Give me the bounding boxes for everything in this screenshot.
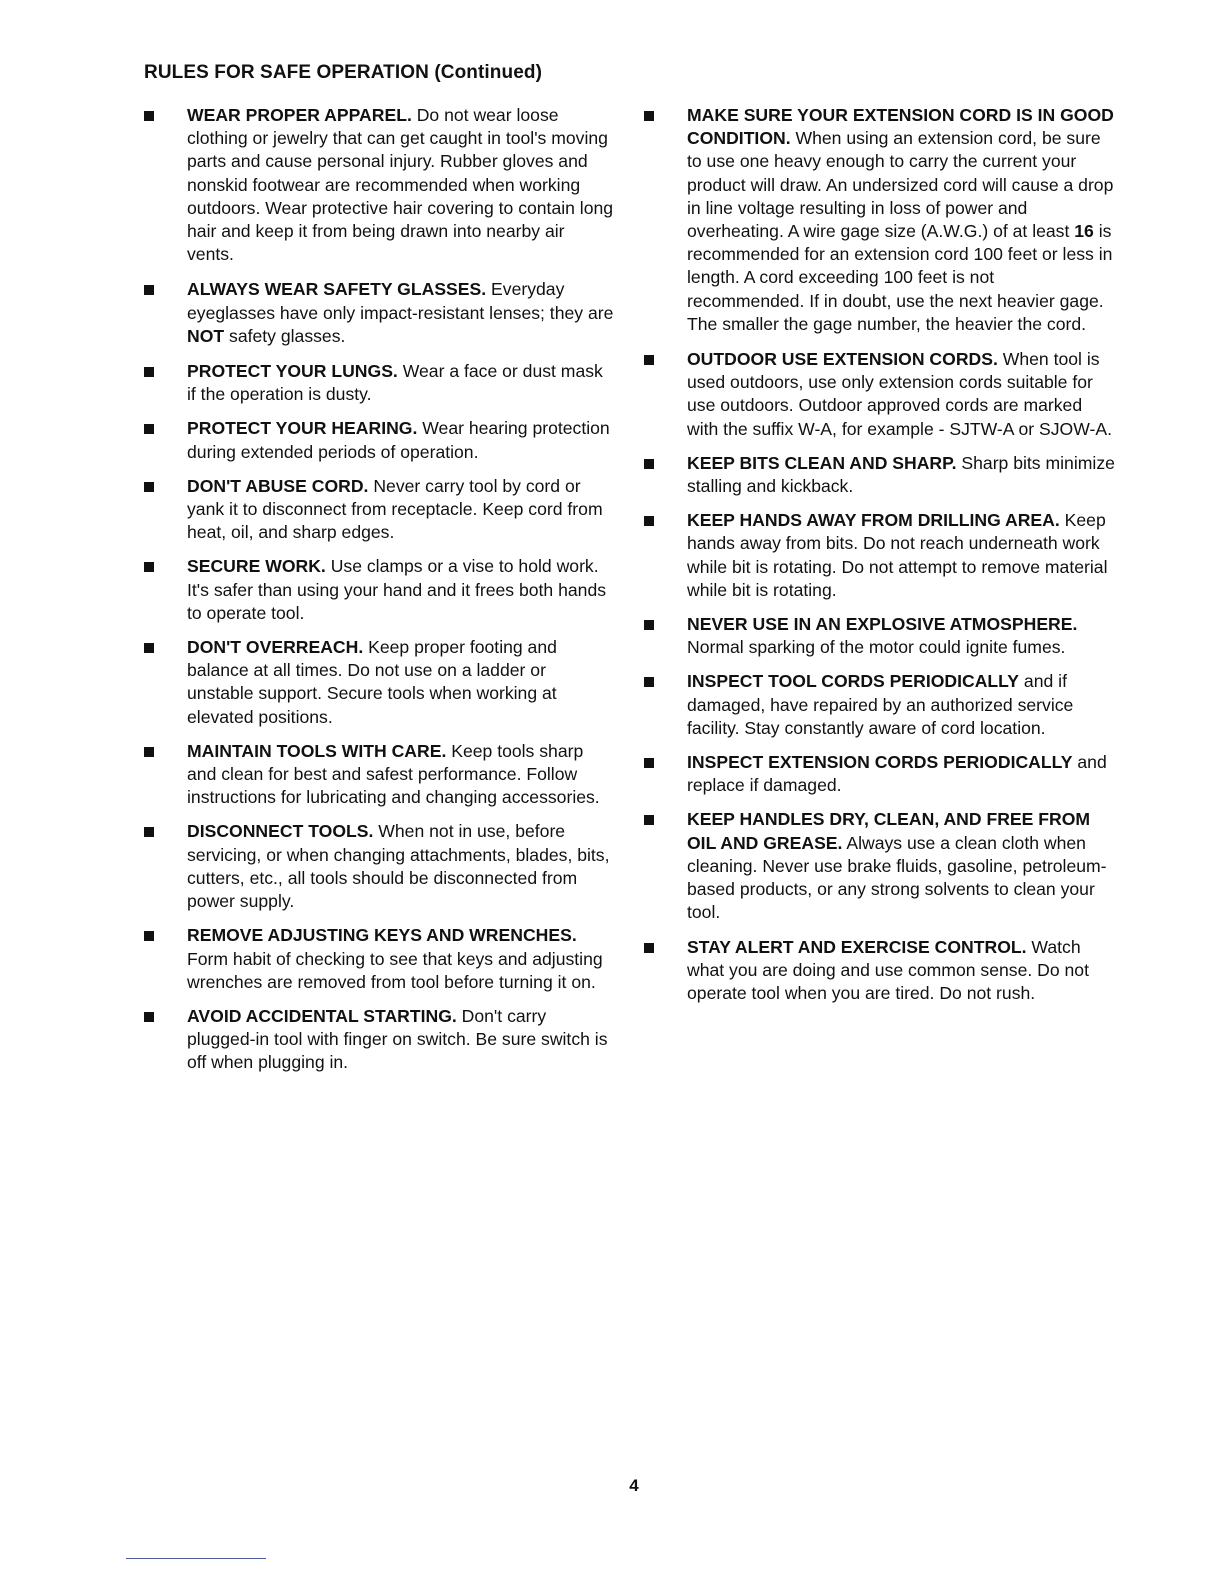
square-bullet-icon xyxy=(144,424,154,434)
square-bullet-icon xyxy=(644,620,654,630)
rule-text: Never carry tool by cord or yank it to disconnect from receptacle. Keep cord from heat, oil, and sharp edges. xyxy=(187,475,603,543)
rule-title: PROTECT YOUR HEARING. xyxy=(187,418,418,439)
square-bullet-icon xyxy=(144,827,154,837)
rule-text: and if damaged, have repaired by an authorized service facility. Stay constantly aware of cord location. xyxy=(687,671,1074,738)
rule-text: Keep proper footing and balance at all times. Do not use on a ladder or unstable support. Secure tools when working at elevated positions. xyxy=(187,637,557,727)
rule-text: Form habit of checking to see that keys and adjusting wrenches are removed from tool before turning it on. xyxy=(187,948,603,992)
square-bullet-icon xyxy=(144,285,154,295)
square-bullet-icon xyxy=(144,482,154,492)
rule-text: When using an extension cord, be sure to use one heavy enough to carry the current your product will draw. An undersized cord will cause a drop in line voltage resulting in loss of power and overheating. A wire gage size (A.W.G.) of at least xyxy=(687,128,1114,242)
left-column xyxy=(144,104,616,1075)
rule-secure-work xyxy=(144,555,616,625)
rule-title: KEEP HANDS AWAY FROM DRILLING AREA. xyxy=(687,510,1060,531)
square-bullet-icon xyxy=(644,677,654,687)
rule-text: Sharp bits minimize stalling and kickback. xyxy=(687,452,1115,497)
square-bullet-icon xyxy=(644,111,654,121)
rule-text: Wear hearing protection during extended periods of operation. xyxy=(187,418,610,462)
rule-text: and replace if damaged. xyxy=(687,752,1107,796)
rule-explosive-atmosphere xyxy=(644,613,1116,659)
rule-title: OUTDOOR USE EXTENSION CORDS. xyxy=(687,349,998,370)
rule-outdoor-extension-cords xyxy=(644,348,1116,441)
rule-inspect-extension-cords xyxy=(644,751,1116,797)
rule-text: Everyday eyeglasses have only impact-resistant lenses; they are xyxy=(187,279,614,323)
square-bullet-icon xyxy=(144,931,154,941)
rule-text: Normal sparking of the motor could ignite fumes. xyxy=(687,637,1066,658)
rule-title: PROTECT YOUR LUNGS. xyxy=(187,361,398,382)
rule-remove-adjusting-keys xyxy=(144,924,616,994)
rule-protect-lungs xyxy=(144,360,616,406)
square-bullet-icon xyxy=(644,355,654,365)
rule-title: ALWAYS WEAR SAFETY GLASSES. xyxy=(187,279,487,300)
rule-text: Use clamps or a vise to hold work. It's safer than using your hand and it frees both hands to operate tool. xyxy=(187,556,607,623)
rule-inspect-tool-cords xyxy=(644,670,1116,740)
rule-title: STAY ALERT AND EXERCISE CONTROL. xyxy=(687,936,1027,957)
page-number: 4 xyxy=(629,1476,639,1495)
square-bullet-icon xyxy=(644,516,654,526)
rule-text-continued: is recommended for an extension cord 100 feet or less in length. A cord exceeding 100 feet is not recommended. If in doubt, use the next heavier gage. The smaller the gage number, the heavier the cord. xyxy=(687,221,1113,334)
rule-text: Keep hands away from bits. Do not reach underneath work while bit is rotating. Do not attempt to remove material while bit is rotating. xyxy=(687,510,1108,600)
square-bullet-icon xyxy=(644,758,654,768)
rule-extension-cord-condition xyxy=(644,104,1116,336)
rule-safety-glasses xyxy=(144,278,616,348)
rule-title: REMOVE ADJUSTING KEYS AND WRENCHES. xyxy=(187,925,577,946)
square-bullet-icon xyxy=(144,367,154,377)
rule-maintain-tools xyxy=(144,740,616,810)
rule-protect-hearing xyxy=(144,417,616,463)
right-column xyxy=(644,104,1116,1005)
rule-text: Keep tools sharp and clean for best and safest performance. Follow instructions for lubricating and changing accessories. xyxy=(187,740,600,808)
square-bullet-icon xyxy=(644,459,654,469)
rule-keep-bits-clean xyxy=(644,452,1116,498)
rule-title: KEEP HANDLES DRY, CLEAN, AND FREE FROM OIL AND GREASE. xyxy=(687,809,1091,853)
footer-rule xyxy=(126,1558,266,1559)
rule-stay-alert xyxy=(644,936,1116,1006)
square-bullet-icon xyxy=(144,111,154,121)
rule-title: INSPECT TOOL CORDS PERIODICALLY xyxy=(687,671,1020,692)
rule-title: MAKE SURE YOUR EXTENSION CORD IS IN GOOD CONDITION. xyxy=(687,105,1114,149)
square-bullet-icon xyxy=(644,815,654,825)
rule-title: WEAR PROPER APPAREL. xyxy=(187,105,412,125)
rule-title: MAINTAIN TOOLS WITH CARE. xyxy=(187,740,447,761)
square-bullet-icon xyxy=(144,562,154,572)
rule-text: When not in use, before servicing, or when changing attachments, blades, bits, cutters, etc., all tools should be disconnected from power supply. xyxy=(187,821,610,912)
rule-title: DISCONNECT TOOLS. xyxy=(187,821,374,842)
rule-text-continued: safety glasses. xyxy=(224,325,346,346)
rule-dont-overreach xyxy=(144,636,616,729)
rule-dont-abuse-cord xyxy=(144,475,616,545)
rule-keep-handles-dry xyxy=(644,808,1116,924)
page-heading: RULES FOR SAFE OPERATION (Continued) xyxy=(144,62,543,83)
rule-disconnect-tools xyxy=(144,820,616,913)
square-bullet-icon xyxy=(144,747,154,757)
rule-wear-proper-apparel xyxy=(144,104,616,266)
square-bullet-icon xyxy=(144,1012,154,1022)
rule-text: Always use a clean cloth when cleaning. Never use brake fluids, gasoline, petroleum-based products, or any strong solvents to clean your tool. xyxy=(687,832,1107,923)
rule-text: When tool is used outdoors, use only extension cords suitable for use outdoors. Outdoor approved cords are marked with the suffix W-A, for example - SJTW-A or SJOW-A. xyxy=(687,349,1112,439)
rule-title: NEVER USE IN AN EXPLOSIVE ATMOSPHERE. xyxy=(687,614,1078,635)
rule-text: Do not wear loose clothing or jewelry that can get caught in tool's moving parts and cause personal injury. Rubber gloves and nonskid footwear are recommended when working outdoors. Wear protective hair covering to contain long hair and keep it from being drawn into nearby air vents. xyxy=(187,105,614,265)
rule-title: DON'T ABUSE CORD. xyxy=(187,475,369,496)
rule-emphasis: 16 xyxy=(1074,221,1094,242)
rule-title: AVOID ACCIDENTAL STARTING. xyxy=(187,1005,457,1026)
rule-text: Don't carry plugged-in tool with finger on switch. Be sure switch is off when plugging in. xyxy=(187,1005,608,1073)
rule-title: SECURE WORK. xyxy=(187,556,326,577)
rule-emphasis: NOT xyxy=(187,325,225,346)
rule-title: KEEP BITS CLEAN AND SHARP. xyxy=(687,452,957,473)
rule-title: INSPECT EXTENSION CORDS PERIODICALLY xyxy=(687,752,1073,773)
rule-keep-hands-away xyxy=(644,509,1116,602)
rule-avoid-accidental-starting xyxy=(144,1005,616,1075)
rule-text: Wear a face or dust mask if the operation is dusty. xyxy=(187,361,603,405)
rule-title: DON'T OVERREACH. xyxy=(187,637,364,658)
rule-text: Watch what you are doing and use common sense. Do not operate tool when you are tired. Do not rush. xyxy=(687,936,1089,1003)
square-bullet-icon xyxy=(144,643,154,653)
square-bullet-icon xyxy=(644,943,654,953)
